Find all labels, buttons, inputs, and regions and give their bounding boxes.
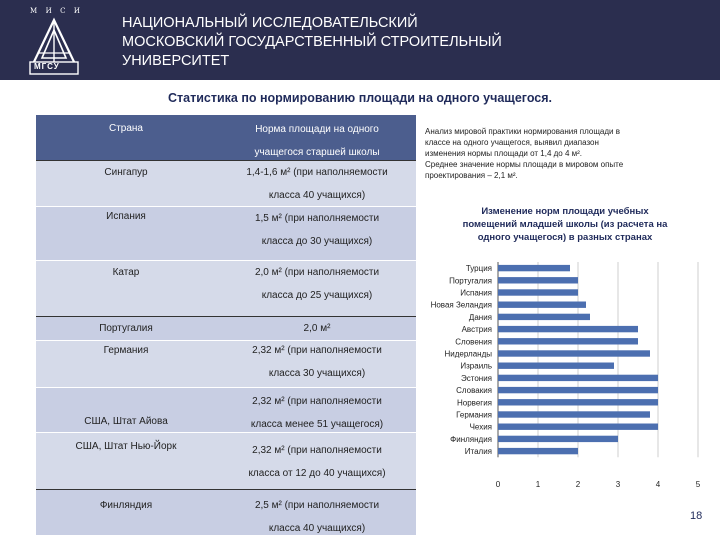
table-row [36, 260, 416, 316]
chart-title-line: Изменение норм площади учебных [481, 206, 649, 217]
chart-x-tick-label: 5 [695, 480, 701, 490]
table-header-norm [218, 118, 416, 164]
logo-letter: И [45, 7, 52, 15]
table-cell-norm [218, 339, 416, 385]
university-title-line: УНИВЕРСИТЕТ [122, 53, 230, 69]
chart-category-label: Дания [468, 312, 492, 322]
table-divider [36, 316, 416, 317]
bar-chart-svg [418, 258, 718, 494]
chart-category-label: Чехия [469, 422, 492, 432]
chart-x-tick-label: 2 [575, 480, 581, 490]
analysis-line: изменения нормы площади от 1,4 до 4 м². [425, 149, 583, 158]
table-cell-country: Португалия [99, 323, 153, 334]
header-banner [0, 0, 720, 80]
table-cell-norm [218, 207, 416, 253]
university-title-line: НАЦИОНАЛЬНЫЙ ИССЛЕДОВАТЕЛЬСКИЙ [122, 15, 418, 31]
chart-category-label: Словакия [456, 386, 492, 396]
chart-category-label: Израиль [460, 361, 492, 371]
chart-bar [498, 350, 650, 356]
chart-bar [498, 411, 650, 417]
table-cell-norm [218, 494, 416, 540]
chart-bar [498, 363, 614, 369]
table-row [36, 206, 416, 260]
chart-category-label: Италия [464, 447, 492, 457]
table-cell-country: Катар [112, 267, 140, 278]
chart-x-tick-label: 0 [495, 480, 501, 490]
chart-category-label: Финляндия [450, 434, 492, 444]
chart-bar [498, 277, 578, 283]
chart-bar [498, 448, 578, 454]
logo-letter: И [73, 7, 80, 15]
chart-bar [498, 387, 658, 393]
chart-category-label: Норвегия [456, 398, 492, 408]
chart-x-tick-label: 3 [615, 480, 621, 490]
table-row [36, 340, 416, 387]
chart-bar [498, 436, 618, 442]
table-cell-country: Испания [106, 211, 146, 222]
table-cell-norm-line: класса от 12 до 40 учащихся) [248, 468, 386, 479]
table-divider [36, 489, 416, 490]
table-header-country: Страна [108, 123, 143, 134]
table-divider [36, 160, 416, 161]
table-header-norm-line: Норма площади на одного [255, 124, 379, 135]
analysis-text [425, 126, 697, 181]
table-cell-norm [218, 439, 416, 485]
table-cell-norm [218, 390, 416, 436]
chart-category-label: Словения [455, 337, 492, 347]
chart-category-label: Португалия [449, 276, 492, 286]
table-row [36, 160, 416, 206]
table-cell-norm-line: класса до 30 учащихся) [261, 236, 373, 247]
table-cell-country: Германия [103, 345, 149, 356]
table-cell-norm-line: 1,4-1,6 м² (при наполняемости [246, 167, 388, 178]
table-cell-norm-line: класса до 25 учащихся) [261, 290, 373, 301]
chart-bar [498, 265, 570, 271]
logo-letters [30, 7, 80, 15]
chart-category-label: Новая Зеландия [430, 300, 492, 310]
analysis-line: Среднее значение нормы площади в мировом опыте [425, 160, 624, 169]
chart-bar [498, 289, 578, 295]
chart-category-label: Нидерланды [444, 349, 492, 359]
table-header-norm-line: учащегося старшей школы [254, 147, 380, 158]
analysis-line: Анализ мировой практики нормирования площади в [425, 127, 620, 136]
page-number: 18 [690, 510, 703, 522]
chart-bar [498, 326, 638, 332]
table-cell-norm-line: 2,0 м² (при наполняемости [254, 267, 380, 278]
table-cell-country: США, Штат Айова [84, 416, 168, 427]
chart-title-line: помещений младшей школы (из расчета на [462, 219, 668, 230]
table-cell-country: Финляндия [99, 500, 153, 511]
table-cell-norm-line: 1,5 м² (при наполняемости [254, 213, 380, 224]
table-cell-norm-line: 2,32 м² (при наполняемости [252, 396, 382, 407]
logo-text: МГСУ [34, 62, 60, 71]
chart-title [440, 205, 690, 244]
chart-title-line: одного учащегося) в разных странах [477, 232, 653, 243]
table-cell-norm-line: 2,5 м² (при наполняемости [254, 500, 380, 511]
logo-letter: С [60, 7, 66, 15]
chart-x-tick-label: 4 [655, 480, 661, 490]
table-cell-norm-line: класса 30 учащихся) [268, 368, 366, 379]
table-cell-norm-line: класса менее 51 учащегося) [250, 419, 384, 430]
chart-bar [498, 424, 658, 430]
chart-category-label: Испания [460, 288, 492, 298]
table-cell-norm-line: класса 40 учащихся) [268, 523, 366, 534]
chart-bar [498, 314, 590, 320]
chart-bar [498, 302, 586, 308]
chart-x-tick-label: 1 [535, 480, 541, 490]
table-cell-norm-line: класса 40 учащихся) [268, 190, 366, 201]
chart-category-label: Австрия [461, 325, 492, 335]
table-cell-country: Сингапур [104, 167, 148, 178]
chart-bar [498, 399, 658, 405]
table-cell-norm [218, 161, 416, 207]
table-cell-norm [218, 317, 416, 340]
chart-bar [498, 338, 638, 344]
analysis-line: проектирования – 2,1 м². [425, 171, 518, 180]
table-row [36, 432, 416, 489]
chart-bar [498, 375, 658, 381]
university-title [122, 14, 602, 71]
table-cell-norm-line: 2,32 м² (при наполняемости [252, 345, 382, 356]
table-row [36, 387, 416, 432]
analysis-line: классе на одного учащегося, выявил диапазон [425, 138, 599, 147]
table-cell-norm-line: 2,32 м² (при наполняемости [252, 445, 382, 456]
chart-category-label: Эстония [461, 373, 492, 383]
chart-category-label: Германия [456, 410, 492, 420]
table-cell-country: США, Штат Нью-Йорк [75, 441, 177, 452]
table-cell-norm [218, 261, 416, 307]
university-title-line: МОСКОВСКИЙ ГОСУДАРСТВЕННЫЙ СТРОИТЕЛЬНЫЙ [122, 34, 502, 50]
table-row [36, 489, 416, 535]
chart-category-label: Турция [465, 264, 492, 274]
slide-title: Статистика по нормированию площади на одного учащегося. [167, 91, 553, 105]
table-row [36, 316, 416, 340]
table-header [36, 115, 416, 160]
logo-letter: М [30, 7, 38, 15]
table-cell-norm-line: 2,0 м² [303, 323, 331, 334]
bar-chart [418, 258, 718, 494]
